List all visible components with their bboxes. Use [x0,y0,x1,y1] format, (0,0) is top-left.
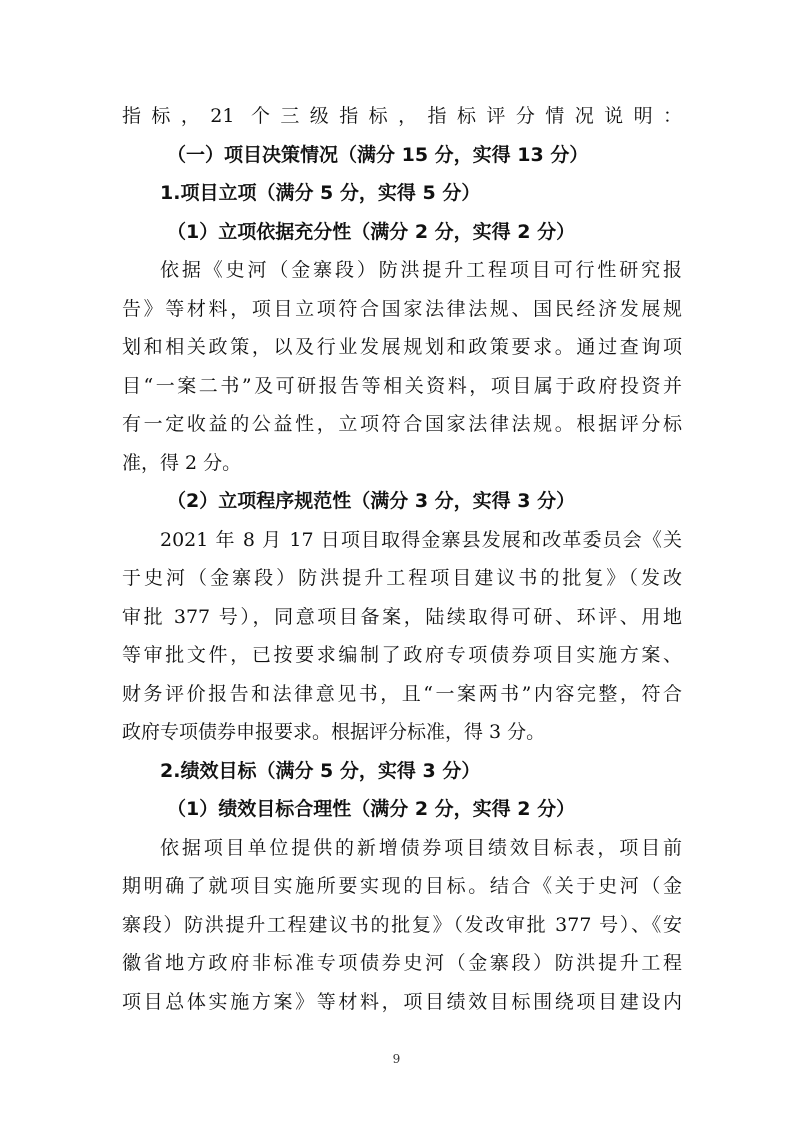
text-line: 有一定收益的公益性，立项符合国家法律法规。根据评分标 [122,413,682,435]
page-number: 9 [392,1052,401,1066]
text-line: 准，得 2 分。 [122,451,242,474]
text-line: 目“一案二书”及可研报告等相关资料，项目属于政府投资并 [122,374,682,397]
section-heading: （一）项目决策情况（满分 15 分，实得 13 分） [167,143,589,166]
text-line: 徽省地方政府非标准专项债券史河（金寨段）防洪提升工程 [122,952,682,974]
text-line: 等审批文件，已按要求编制了政府专项债券项目实施方案、 [122,644,682,666]
subsection-heading: 2.绩效目标（满分 5 分，实得 3 分） [160,759,481,782]
text-line: 于史河（金寨段）防洪提升工程项目建议书的批复》（发改 [122,567,682,589]
item-heading: （1）立项依据充分性（满分 2 分，实得 2 分） [167,220,576,243]
text-line: 政府专项债券申报要求。根据评分标准，得 3 分。 [122,721,546,743]
text-line: 告》等材料，项目立项符合国家法律法规、国民经济发展规 [122,297,682,320]
item-heading: （2）立项程序规范性（满分 3 分，实得 3 分） [167,490,576,512]
text-line: 指标，21 个三级指标，指标评分情况说明： [122,105,682,127]
text-line: 财务评价报告和法律意见书，且“一案两书”内容完整，符合 [122,682,682,705]
text-line: 划和相关政策，以及行业发展规划和政策要求。通过查询项 [122,336,682,358]
text-line: 项目总体实施方案》等材料，项目绩效目标围绕项目建设内 [122,990,682,1013]
text-line: 寨段）防洪提升工程建议书的批复》（发改审批 377 号）、《安 [122,913,682,936]
item-heading: （1）绩效目标合理性（满分 2 分，实得 2 分） [167,798,576,820]
text-line: 依据《史河（金寨段）防洪提升工程项目可行性研究报 [160,259,682,281]
subsection-heading: 1.项目立项（满分 5 分，实得 5 分） [160,182,481,204]
text-line: 审批 377 号），同意项目备案，陆续取得可研、环评、用地 [122,605,682,628]
text-line: 2021 年 8 月 17 日项目取得金寨县发展和改革委员会《关 [160,528,682,551]
text-line: 期明确了就项目实施所要实现的目标。结合《关于史河（金 [122,875,682,897]
text-line: 依据项目单位提供的新增债券项目绩效目标表，项目前 [160,836,682,859]
body-text [122,97,682,1021]
